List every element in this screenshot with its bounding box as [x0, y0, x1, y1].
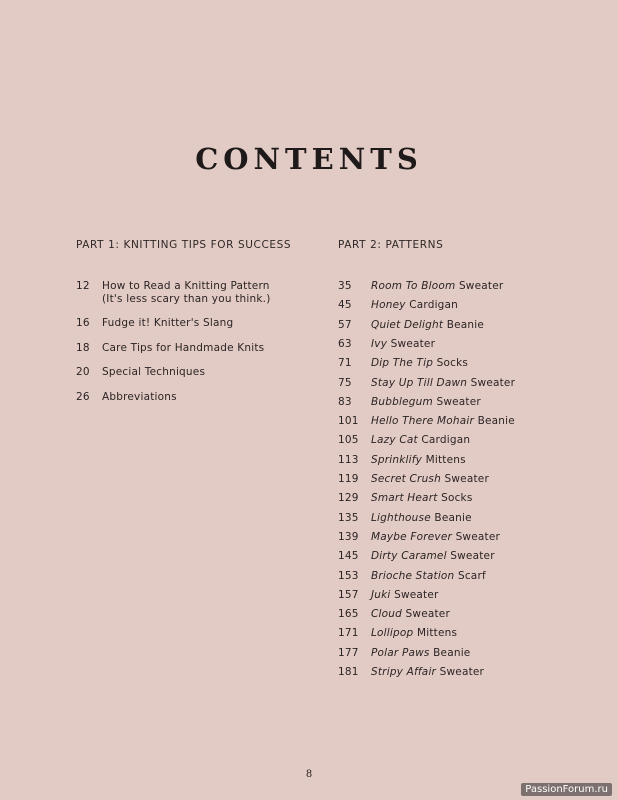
toc-page-number: 153 [338, 569, 359, 582]
pattern-name: Brioche Station [371, 569, 455, 582]
toc-page-number: 181 [338, 666, 359, 678]
toc-entry-title [371, 531, 500, 544]
toc-entry-title [102, 366, 205, 379]
pattern-name: Lighthouse [371, 511, 431, 524]
toc-entry-title [371, 492, 473, 505]
pattern-type: Scarf [457, 569, 486, 582]
pattern-type: Sweater [455, 530, 501, 543]
toc-entry-title [371, 570, 486, 583]
toc-page-number: 139 [338, 530, 359, 543]
toc-page-number: 75 [338, 376, 352, 389]
pattern-type: Sweater [394, 588, 439, 601]
watermark: PassionForum.ru [521, 783, 612, 796]
toc-page-number: 71 [338, 357, 352, 370]
toc-page-number: 177 [338, 646, 359, 659]
toc-page-number: 171 [338, 627, 359, 640]
pattern-name: Lazy Cat [371, 434, 418, 447]
toc-entry-title [371, 666, 484, 679]
pattern-type: Cardigan [421, 434, 471, 447]
toc-entry-title [371, 357, 468, 370]
toc-page-number: 26 [76, 390, 90, 403]
toc-entry-title [371, 627, 457, 640]
pattern-name: Smart Heart [371, 492, 438, 505]
toc-page-number: 129 [338, 492, 359, 505]
toc-entry-title [102, 280, 271, 306]
toc-entry-title [371, 299, 458, 312]
pattern-type: Beanie [434, 511, 472, 524]
pattern-name: Sprinklify [371, 453, 423, 466]
toc-page-number: 45 [338, 299, 352, 312]
pattern-type: Beanie [446, 318, 485, 331]
toc-entry-title [371, 512, 472, 525]
pattern-type: Mittens [416, 627, 458, 640]
pattern-name: Ivy [371, 337, 388, 350]
pattern-name: Polar Paws [371, 646, 430, 659]
pattern-type: Sweater [450, 550, 495, 563]
pattern-type: Sweater [458, 280, 504, 292]
pattern-type: Sweater [405, 608, 450, 621]
pattern-type: Mittens [425, 453, 466, 466]
pattern-name: Quiet Delight [371, 318, 444, 331]
toc-page-number: 157 [338, 588, 359, 601]
toc-entry-title [102, 342, 264, 355]
toc-entry-title-line: Special Techniques [102, 366, 206, 378]
toc-entry-subtitle: (It's less scary than you think.) [102, 293, 271, 305]
toc-entry-title-line: How to Read a Knitting Pattern [102, 280, 270, 292]
pattern-type: Cardigan [409, 299, 459, 312]
toc-entry-title-line: Abbreviations [102, 390, 177, 403]
toc-page-number: 57 [338, 318, 352, 331]
toc-page-number: 119 [338, 473, 359, 485]
toc-entry-title [371, 454, 466, 467]
toc-page-number: 63 [338, 337, 352, 350]
pattern-type: Sweater [436, 395, 481, 408]
toc-entry-title [371, 415, 515, 428]
pattern-name: Stripy Affair [371, 666, 437, 678]
toc-entry-title [371, 377, 515, 390]
toc-entry-title [371, 280, 503, 293]
toc-page-number: 35 [338, 280, 352, 292]
part2-heading: PART 2: PATTERNS [338, 239, 444, 251]
page-number: 8 [305, 769, 313, 780]
pattern-name: Honey [371, 299, 406, 312]
toc-page-number: 105 [338, 434, 359, 447]
pattern-name: Lollipop [371, 627, 414, 640]
toc-entry-title [371, 396, 481, 409]
toc-entry-title-line: Fudge it! Knitter's Slang [102, 317, 234, 329]
toc-page-number: 165 [338, 608, 359, 621]
pattern-name: Hello There Mohair [371, 415, 475, 428]
toc-entry-title [102, 391, 177, 404]
toc-entry-title [371, 550, 495, 563]
pattern-type: Sweater [444, 473, 489, 485]
pattern-name: Dip The Tip [371, 357, 434, 370]
toc-page-number: 101 [338, 415, 359, 428]
pattern-name: Room To Bloom [371, 280, 456, 292]
toc-entry-title [371, 473, 489, 486]
pattern-name: Bubblegum [371, 395, 433, 408]
toc-page-number: 12 [76, 280, 90, 292]
pattern-type: Sweater [470, 376, 516, 389]
toc-page-number: 145 [338, 550, 359, 563]
pattern-name: Dirty Caramel [371, 550, 447, 563]
pattern-type: Sweater [390, 337, 436, 350]
pattern-name: Juki [371, 588, 391, 601]
toc-entry-title [371, 338, 435, 351]
pattern-type: Beanie [477, 415, 515, 428]
toc-page-number: 113 [338, 453, 359, 466]
pattern-name: Maybe Forever [371, 530, 453, 543]
toc-page-number: 20 [76, 366, 90, 378]
toc-page-number: 135 [338, 511, 359, 524]
pattern-name: Stay Up Till Dawn [371, 376, 468, 389]
toc-entry-title [371, 608, 450, 621]
toc-page-number: 83 [338, 395, 352, 408]
toc-entry-title [371, 589, 439, 602]
toc-page-number: 16 [76, 317, 90, 329]
pattern-type: Sweater [439, 666, 485, 678]
toc-entry-title [102, 317, 233, 330]
toc-entry-title [371, 647, 470, 660]
toc-entry-title [371, 319, 484, 332]
toc-entry-title [371, 434, 470, 447]
part1-heading: PART 1: KNITTING TIPS FOR SUCCESS [76, 239, 292, 251]
pattern-type: Socks [436, 357, 469, 370]
pattern-type: Beanie [433, 646, 471, 659]
pattern-name: Cloud [371, 608, 402, 621]
toc-entry-title-line: Care Tips for Handmade Knits [102, 341, 265, 354]
pattern-type: Socks [441, 492, 473, 505]
page-title: CONTENTS [195, 142, 423, 176]
toc-page-number: 18 [76, 341, 90, 354]
pattern-name: Secret Crush [371, 473, 441, 485]
